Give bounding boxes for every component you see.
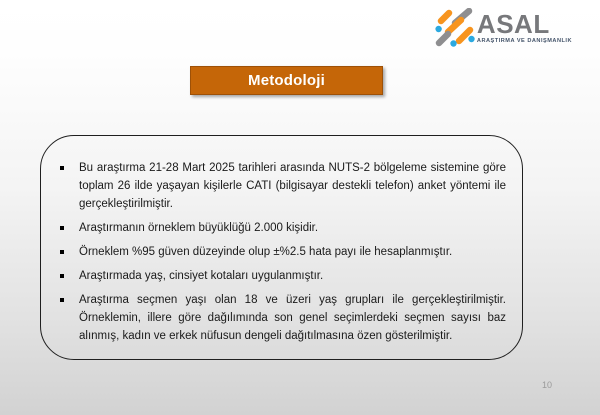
page-number: 10	[541, 380, 552, 390]
logo-name: ASAL	[476, 9, 550, 39]
logo-subtitle: ARAŞTIRMA VE DANIŞMANLIK	[476, 38, 572, 44]
slide-title-box	[190, 66, 383, 95]
asal-logo	[435, 8, 572, 48]
bullet-item: Bu araştırma 21-28 Mart 2025 tarihleri arasında NUTS-2 bölgeleme sistemine göre toplam 26 ilde yaşayan kişilerle CATI (bilgisayar destekli telefon) anket yöntemi ile gerçekleştirilmiştir.	[58, 159, 506, 213]
bullet-item: Örneklem %95 güven düzeyinde olup ±%2.5 hata payı ile hesaplanmıştır.	[58, 243, 506, 261]
slide-title: Metodoloji	[248, 72, 325, 89]
bullet-item: Araştırma seçmen yaşı olan 18 ve üzeri yaş grupları ile gerçekleştirilmiştir. Örneklemin, illere göre dağılımında son genel seçimlerdeki seçmen sayısı baz alınmış, kadın ve erkek nüfusun dengeli dağıtılmasına özen gösterilmiştir.	[58, 291, 506, 345]
methodology-content-box	[40, 135, 523, 360]
bullet-list	[41, 136, 522, 345]
bullet-item: Araştırmanın örneklem büyüklüğü 2.000 kişidir.	[58, 219, 506, 237]
asal-logo-icon	[435, 8, 475, 48]
asal-logo-text	[476, 9, 572, 44]
bullet-item: Araştırmada yaş, cinsiyet kotaları uygulanmıştır.	[58, 267, 506, 285]
